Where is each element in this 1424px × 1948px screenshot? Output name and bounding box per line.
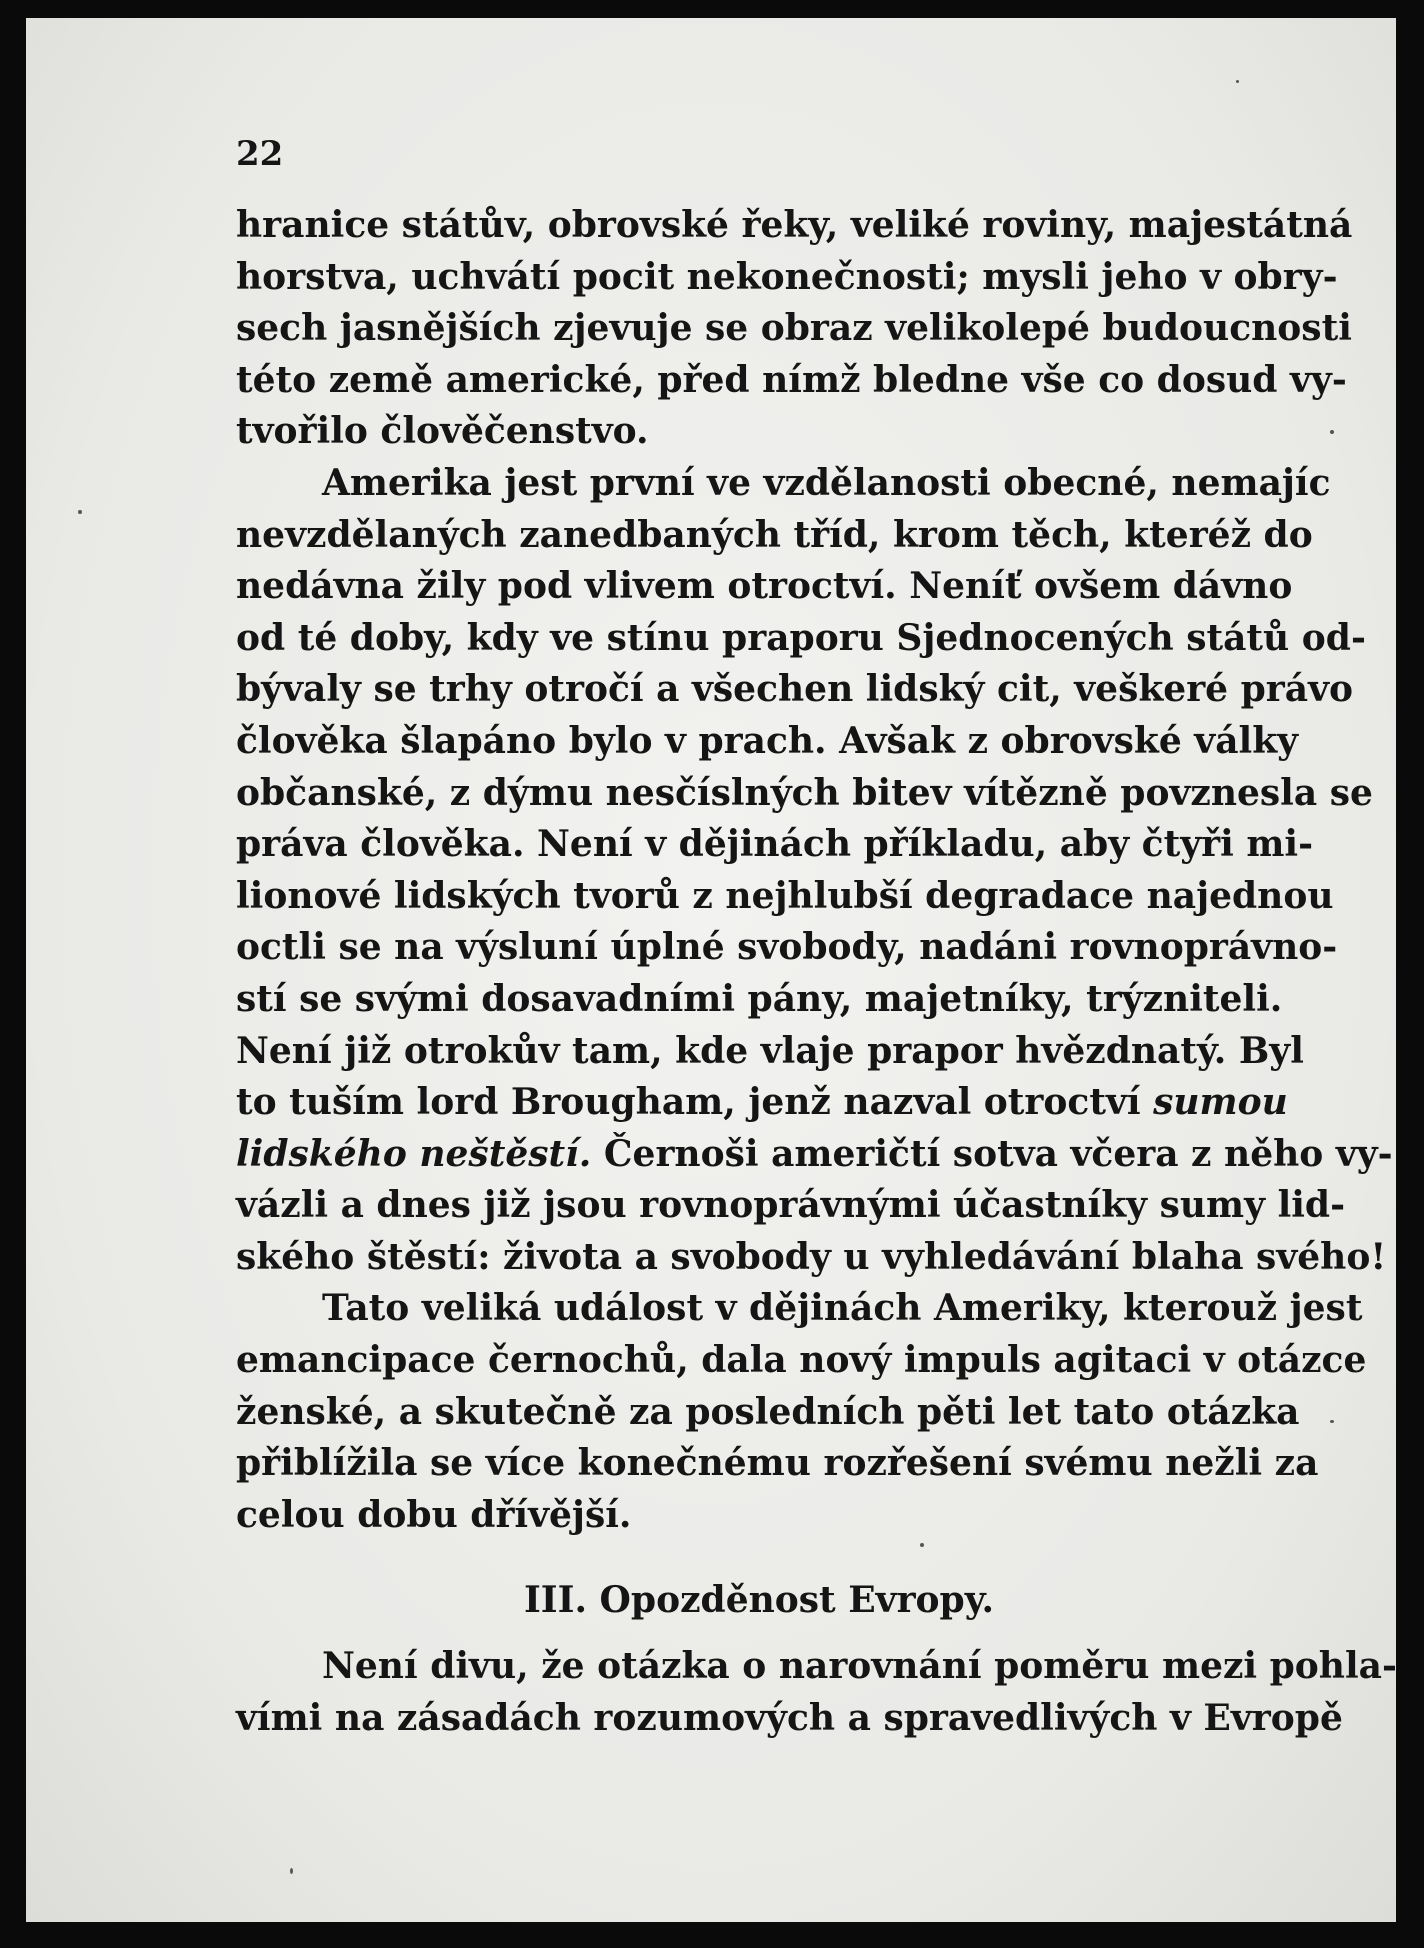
body-text [236, 200, 1397, 1744]
text-line-with-italic [236, 1077, 1288, 1129]
text-line: vími na zásadách rozumových a spravedlivých v Evropě [236, 1696, 1343, 1739]
scan-speck [1330, 430, 1334, 434]
page-number: 22 [236, 134, 284, 174]
text-line: člověka šlapáno bylo v prach. Avšak z obrovské války [236, 719, 1299, 762]
text-line: bývaly se trhy otročí a všechen lidský cit, veškeré právo [236, 668, 1354, 711]
text-line: občanské, z dýmu nesčíslných bitev vítězně povznesla se [236, 771, 1373, 814]
text-line: celou dobu dřívější. [236, 1493, 632, 1536]
section-heading: III. Opozděnost Evropy. [523, 1579, 995, 1622]
text-line: nevzdělaných zanedbaných tříd, krom těch, kteréž do [236, 513, 1313, 556]
text-line: sech jasnějších zjevuje se obraz velikolepé budoucnosti [236, 307, 1352, 350]
text-line: Amerika jest první ve vzdělanosti obecné, nemajíc [322, 461, 1331, 504]
scan-speck [1236, 80, 1239, 83]
text-line: Není již otrokův tam, kde vlaje prapor hvězdnatý. Byl [236, 1029, 1304, 1072]
text-line: práva člověka. Není v dějinách příkladu, aby čtyři mi- [236, 823, 1314, 866]
text-line-with-italic [236, 1129, 1393, 1181]
text-line: ského štěstí: života a svobody u vyhledávání blaha svého! [236, 1235, 1387, 1278]
italic-emphasis: sumou [1153, 1081, 1288, 1124]
text-line: octli se na výsluní úplné svobody, nadáni rovnoprávno- [236, 926, 1338, 969]
text-line: od té doby, kdy ve stínu praporu Sjednocených států od- [236, 616, 1366, 659]
text-line: hranice státův, obrovské řeky, veliké roviny, majestátná [236, 204, 1353, 246]
text-line: ženské, a skutečně za posledních pěti let tato otázka [236, 1390, 1300, 1433]
text-line: lionové lidských tvorů z nejhlubší degradace najednou [236, 874, 1334, 917]
text-line: tvořilo člověčenstvo. [236, 410, 649, 453]
text-line: stí se svými dosavadními pány, majetníky, trýzniteli. [236, 977, 1283, 1020]
text-line: vázli a dnes již jsou rovnoprávnými účastníky sumy lid- [236, 1184, 1346, 1227]
text-line: emancipace černochů, dala nový impuls agitaci v otázce [236, 1339, 1367, 1382]
text-line: této země americké, před nímž bledne vše co dosud vy- [236, 358, 1347, 401]
scan-speck [920, 1543, 924, 1547]
text-line: horstva, uchvátí pocit nekonečnosti; mysli jeho v obry- [236, 255, 1338, 298]
italic-emphasis: lidského neštěstí. [236, 1132, 592, 1175]
text-line: Tato veliká událost v dějinách Ameriky, kterouž jest [322, 1287, 1363, 1330]
scan-speck [290, 1868, 293, 1874]
text-line: Není divu, že otázka o narovnání poměru mezi pohla- [322, 1645, 1397, 1688]
text-line: nedávna žily pod vlivem otroctví. Neníť ovšem dávno [236, 565, 1293, 608]
text-segment: to tuším lord Brougham, jenž nazval otroctví [236, 1081, 1141, 1124]
scan-speck [78, 510, 82, 514]
text-line: přiblížila se více konečnému rozřešení svému nežli za [236, 1442, 1319, 1485]
text-segment: Černoši američtí sotva včera z něho vy- [603, 1132, 1393, 1175]
scan-speck [1330, 1420, 1334, 1423]
